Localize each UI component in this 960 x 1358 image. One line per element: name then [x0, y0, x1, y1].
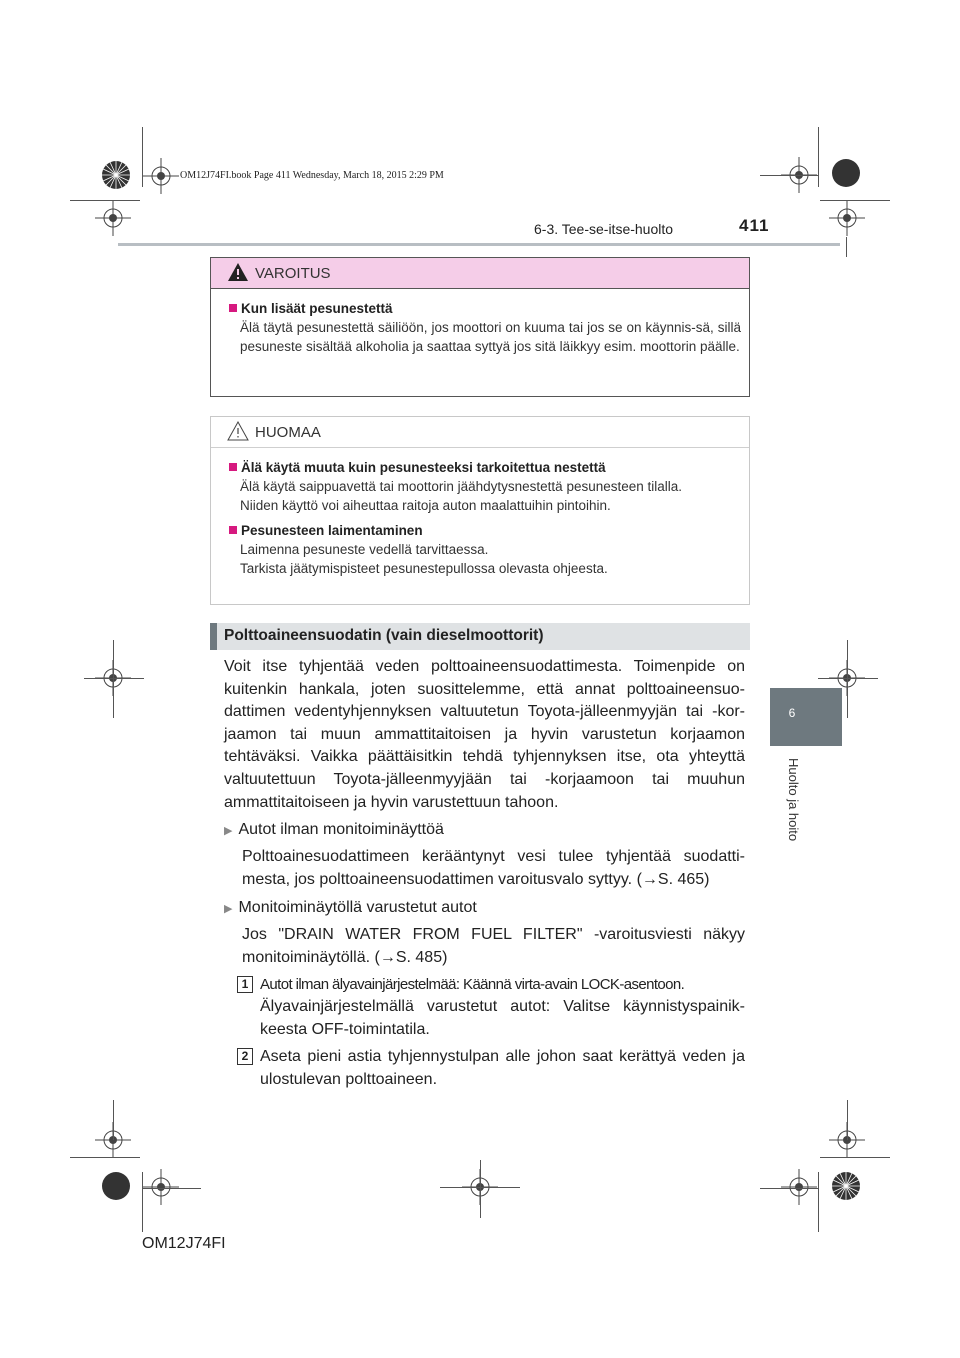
notice-box [210, 416, 750, 605]
page-number: 411 [739, 216, 770, 235]
step-text: Autot ilman älyavainjärjestelmää: Käännä virta-avain LOCK-asentoon. [260, 976, 685, 993]
crosshair-icon [781, 1169, 817, 1205]
warning-item-heading: Kun lisäät pesunestettä [229, 301, 749, 316]
chapter-label: Huolto ja hoito [786, 758, 801, 842]
step-text: Aseta pieni astia tyhjennystulpan alle johon saat kerättyä veden ja ulostulevan polttoaineen. [260, 1048, 745, 1088]
registration-dot-icon [101, 1171, 131, 1201]
notice-header [211, 417, 749, 448]
caution-triangle-outline-icon [227, 421, 249, 441]
step-number: 1 [237, 976, 253, 993]
bullet-square-icon [229, 463, 237, 471]
section-heading [210, 623, 750, 650]
warning-title: VAROITUS [255, 265, 331, 282]
case-text: Polttoainesuodattimeen kerääntynyt vesi tulee tyhjentää suodatti-mesta, jos polttoaineensuodattimen varoitusvalo syttyy. (→S. 465) [242, 848, 745, 888]
warning-header [211, 258, 749, 289]
document-code: OM12J74FI [142, 1235, 226, 1252]
crosshair-icon [829, 200, 865, 236]
crosshair-icon [95, 200, 131, 236]
header-rule [118, 243, 840, 246]
notice-item-line: Tarkista jäätymispisteet pesunestepullossa olevasta ohjeesta. [240, 561, 608, 576]
warning-item [229, 301, 749, 356]
registration-starburst-icon [831, 1171, 861, 1201]
bullet-square-icon [229, 304, 237, 312]
section-heading-text: Polttoaineensuodatin (vain dieselmoottorit) [224, 627, 544, 644]
warning-item-text: Älä täytä pesunestettä säiliöön, jos moottori on kuuma tai jos se on käynnis-sä, sillä pesuneste sisältää alkoholia ja saattaa syttyä jos sitä läikkyy esim. moottorin päälle. [240, 320, 741, 354]
notice-item [229, 460, 749, 515]
notice-item-heading: Älä käytä muuta kuin pesunesteeksi tarkoitettua nestettä [229, 460, 749, 475]
registration-starburst-icon [101, 160, 131, 190]
notice-item-line: Laimenna pesuneste vedellä tarvittaessa. [240, 542, 489, 557]
book-info: OM12J74FI.book Page 411 Wednesday, March 18, 2015 2:29 PM [180, 170, 444, 181]
bullet-square-icon [229, 526, 237, 534]
notice-item [229, 523, 749, 578]
notice-item-line: Älä käytä saippuavettä tai moottorin jäähdytysnestettä pesunesteen tilalla. [240, 479, 683, 494]
warning-box [210, 257, 750, 397]
chapter-number: 6 [788, 706, 796, 720]
crosshair-icon [143, 1169, 179, 1205]
step-number: 2 [237, 1048, 253, 1065]
notice-item-heading: Pesunesteen laimentaminen [229, 523, 749, 538]
case-title: ▶ Monitoiminäytöllä varustetut autot [224, 899, 477, 916]
notice-title: HUOMAA [255, 424, 321, 441]
section-title: 6-3. Tee-se-itse-huolto [534, 221, 674, 237]
registration-dot-icon [831, 158, 861, 188]
section-heading-bar [210, 623, 217, 650]
triangle-bullet-icon: ▶ [224, 903, 233, 915]
crosshair-icon [143, 158, 179, 194]
case-title: ▶ Autot ilman monitoiminäyttöä [224, 821, 444, 838]
case-text: Jos "DRAIN WATER FROM FUEL FILTER" -varoitusviesti näkyy monitoiminäytöllä. (→S. 485) [242, 926, 745, 966]
chapter-tab [770, 688, 842, 746]
step-text: Älyavainjärjestelmällä varustetut autot: Valitse käynnistyspainik-keesta OFF-toimintatila. [260, 998, 745, 1038]
warning-triangle-icon [227, 262, 249, 282]
intro-paragraph: Voit itse tyhjentää veden polttoaineensuodattimesta. Toimenpide on kuitenkin hankala, joten suosittelemme, että annat polttoaineensuo-dattimen vedentyhjennyksen valtuutetun Toyota-jälleenmyyjän tai -kor-jaamon tai muun ammattitaitoisen ja hyvin varustetun korjaamon tehtäväksi. Vaikka päättäisitkin tehdä tyhjennyksen itse, ota yhteyttä valtuutettuun Toyota-jälleenmyyjään tai -korjaamoon tai muuhun ammattitaitoiseen ja hyvin varustettuun tahoon. [224, 658, 745, 811]
triangle-bullet-icon: ▶ [224, 825, 233, 837]
notice-item-line: Niiden käyttö voi aiheuttaa raitoja auton maalattuihin pintoihin. [240, 498, 611, 513]
